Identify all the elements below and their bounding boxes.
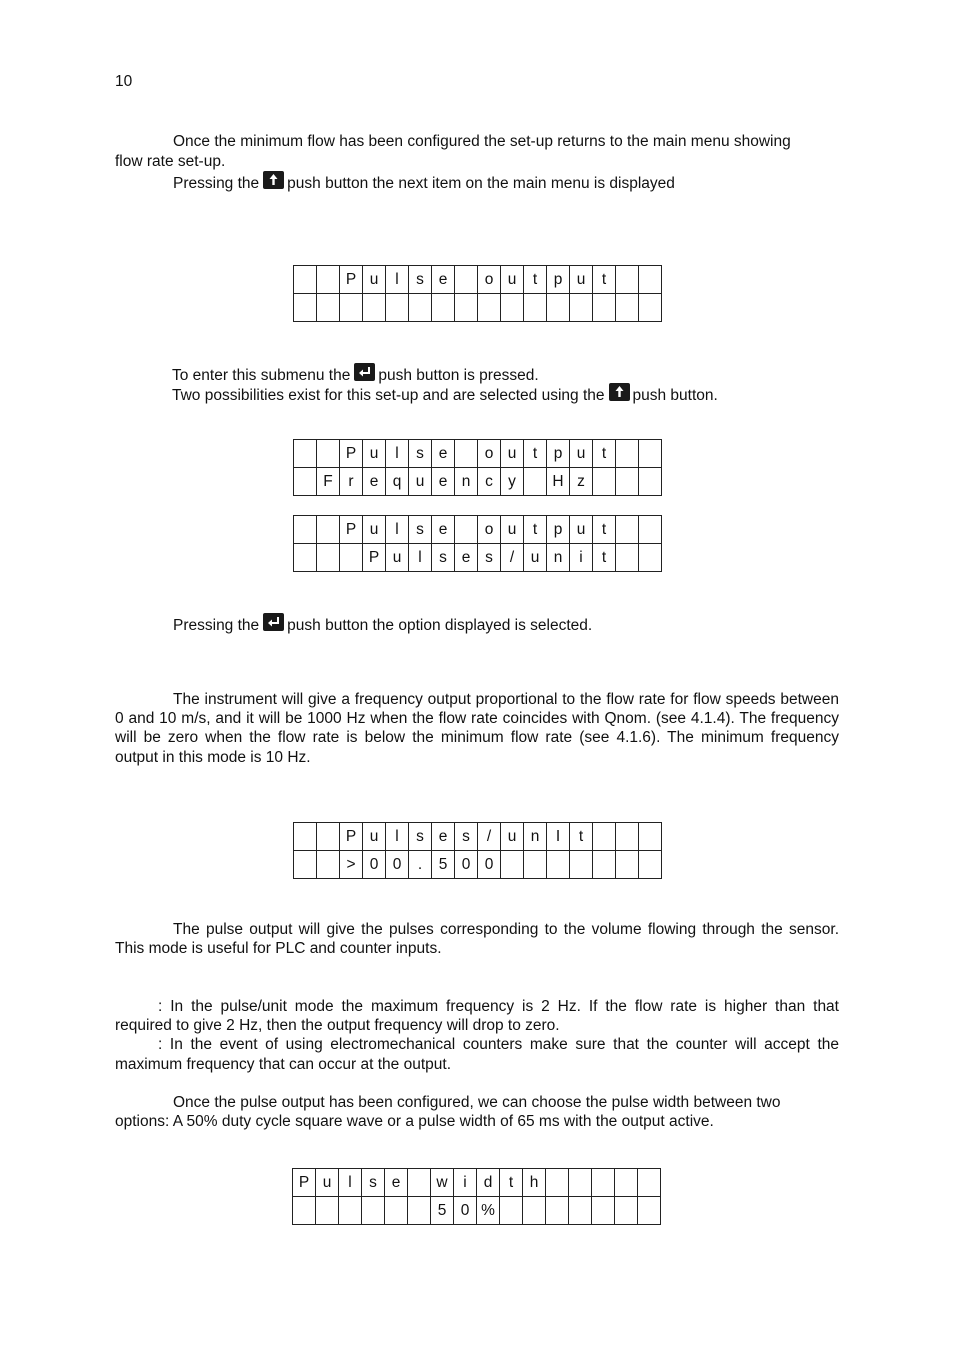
paragraph-text: will be zero when the flow rate is below the minimum flow rate (see 4.1.6). The minimum frequency — [115, 729, 839, 746]
lcd-cell: P — [340, 266, 363, 294]
paragraph-text: The pulse output will give the pulses corresponding to the volume flowing through the sensor. — [173, 921, 839, 938]
lcd-cell — [616, 516, 639, 544]
lcd-cell: u — [316, 1169, 339, 1197]
lcd-cell — [294, 440, 317, 468]
lcd-cell — [386, 294, 409, 322]
lcd-cell: w — [431, 1169, 454, 1197]
lcd-cell: e — [432, 468, 455, 496]
paragraph-text: output in this mode is 10 Hz. — [115, 749, 311, 766]
lcd-cell: P — [293, 1169, 316, 1197]
paragraph-text: Once the minimum flow has been configured the set-up returns to the main menu showing — [173, 133, 791, 150]
lcd-cell: t — [593, 440, 616, 468]
lcd-cell: 5 — [431, 1197, 454, 1225]
lcd-cell — [294, 468, 317, 496]
lcd-cell — [317, 851, 340, 879]
lcd-cell: u — [409, 468, 432, 496]
paragraph-text: The instrument will give a frequency output proportional to the flow rate for flow speeds between — [173, 691, 839, 708]
lcd-cell — [501, 294, 524, 322]
lcd-cell: q — [386, 468, 409, 496]
text-fragment: Pressing the — [173, 175, 260, 192]
lcd-cell: c — [478, 468, 501, 496]
lcd-cell: 0 — [363, 851, 386, 879]
lcd-row — [293, 1197, 661, 1225]
lcd-cell: o — [478, 440, 501, 468]
lcd-cell: l — [386, 516, 409, 544]
lcd-cell — [616, 266, 639, 294]
lcd-cell — [639, 516, 662, 544]
lcd-cell: e — [363, 468, 386, 496]
lcd-cell: s — [409, 440, 432, 468]
lcd-cell — [340, 294, 363, 322]
lcd-cell — [638, 1197, 661, 1225]
lcd-cell: u — [501, 823, 524, 851]
paragraph-text: Once the pulse output has been configured, we can choose the pulse width between two — [173, 1094, 781, 1111]
lcd-cell — [317, 823, 340, 851]
lcd-cell: I — [547, 823, 570, 851]
lcd-cell: t — [593, 544, 616, 572]
lcd-cell — [524, 294, 547, 322]
lcd-cell: s — [362, 1169, 385, 1197]
lcd-cell — [639, 440, 662, 468]
lcd-cell — [639, 823, 662, 851]
lcd-cell: z — [570, 468, 593, 496]
lcd-cell: 0 — [478, 851, 501, 879]
lcd-cell: p — [547, 516, 570, 544]
lcd-cell — [455, 516, 478, 544]
lcd-cell: e — [432, 823, 455, 851]
lcd-cell — [293, 1197, 316, 1225]
lcd-cell: n — [524, 823, 547, 851]
lcd-cell: t — [593, 266, 616, 294]
up-arrow-button-icon — [263, 171, 284, 189]
lcd-cell — [408, 1197, 431, 1225]
lcd-cell — [593, 823, 616, 851]
lcd-cell: y — [501, 468, 524, 496]
lcd-row — [294, 294, 662, 322]
lcd-cell — [592, 1169, 615, 1197]
lcd-cell: t — [524, 266, 547, 294]
lcd-cell — [616, 468, 639, 496]
lcd-cell: P — [340, 823, 363, 851]
lcd-cell — [547, 294, 570, 322]
lcd-cell — [570, 294, 593, 322]
text-fragment: push button. — [632, 387, 718, 404]
text-fragment: Pressing the — [173, 617, 260, 634]
lcd-display — [292, 1168, 661, 1225]
lcd-cell — [524, 851, 547, 879]
lcd-cell: o — [478, 516, 501, 544]
lcd-cell — [455, 266, 478, 294]
lcd-row — [294, 440, 662, 468]
lcd-cell: l — [409, 544, 432, 572]
lcd-cell — [317, 266, 340, 294]
lcd-row — [294, 851, 662, 879]
lcd-cell — [409, 294, 432, 322]
text-fragment: push button is pressed. — [378, 367, 539, 384]
lcd-cell — [294, 516, 317, 544]
lcd-cell: n — [455, 468, 478, 496]
lcd-cell: P — [363, 544, 386, 572]
note-text: : In the pulse/unit mode the maximum frequency is 2 Hz. If the flow rate is higher than that — [158, 998, 839, 1015]
lcd-cell — [546, 1197, 569, 1225]
lcd-cell: d — [477, 1169, 500, 1197]
lcd-cell: s — [455, 823, 478, 851]
lcd-cell — [317, 440, 340, 468]
lcd-cell: t — [524, 516, 547, 544]
lcd-cell — [317, 544, 340, 572]
lcd-cell — [593, 468, 616, 496]
lcd-cell — [592, 1197, 615, 1225]
lcd-display — [293, 265, 662, 322]
lcd-cell: P — [340, 516, 363, 544]
lcd-cell — [339, 1197, 362, 1225]
lcd-cell: 5 — [432, 851, 455, 879]
lcd-cell: u — [386, 544, 409, 572]
lcd-cell: . — [409, 851, 432, 879]
paragraph-text: flow rate set-up. — [115, 153, 226, 170]
lcd-cell — [546, 1169, 569, 1197]
lcd-cell: H — [547, 468, 570, 496]
lcd-cell: P — [340, 440, 363, 468]
lcd-row — [294, 823, 662, 851]
lcd-cell — [478, 294, 501, 322]
lcd-cell — [569, 1169, 592, 1197]
note-text: : In the event of using electromechanical counters make sure that the counter will accept the — [158, 1036, 839, 1053]
lcd-cell — [500, 1197, 523, 1225]
lcd-cell: 0 — [454, 1197, 477, 1225]
text-fragment: To enter this submenu the — [172, 367, 351, 384]
lcd-cell: e — [432, 266, 455, 294]
lcd-cell: u — [570, 266, 593, 294]
paragraph-text — [173, 171, 675, 193]
lcd-cell: l — [386, 266, 409, 294]
lcd-display — [293, 439, 662, 496]
paragraph-text: options: A 50% duty cycle square wave or a pulse width of 65 ms with the output active. — [115, 1113, 714, 1130]
note-text: required to give 2 Hz, then the output frequency will drop to zero. — [115, 1017, 560, 1034]
lcd-cell — [455, 294, 478, 322]
lcd-cell — [294, 294, 317, 322]
lcd-cell: s — [409, 266, 432, 294]
text-fragment: push button the option displayed is selected. — [287, 617, 593, 634]
lcd-cell — [294, 823, 317, 851]
page-number: 10 — [115, 73, 133, 90]
lcd-cell: % — [477, 1197, 500, 1225]
lcd-cell: s — [478, 544, 501, 572]
lcd-cell: p — [547, 266, 570, 294]
lcd-cell — [639, 294, 662, 322]
lcd-cell: t — [524, 440, 547, 468]
lcd-cell — [523, 1197, 546, 1225]
lcd-cell: / — [501, 544, 524, 572]
lcd-cell — [616, 851, 639, 879]
lcd-row — [294, 544, 662, 572]
lcd-cell: e — [455, 544, 478, 572]
lcd-cell: i — [570, 544, 593, 572]
lcd-cell: i — [454, 1169, 477, 1197]
lcd-cell — [570, 851, 593, 879]
lcd-cell — [432, 294, 455, 322]
lcd-cell: o — [478, 266, 501, 294]
lcd-cell: u — [363, 266, 386, 294]
lcd-cell: u — [363, 440, 386, 468]
lcd-cell: e — [432, 516, 455, 544]
lcd-cell: e — [385, 1169, 408, 1197]
lcd-cell: u — [363, 516, 386, 544]
up-arrow-button-icon — [609, 383, 630, 401]
lcd-cell: h — [523, 1169, 546, 1197]
lcd-cell: s — [409, 516, 432, 544]
lcd-display — [293, 515, 662, 572]
lcd-cell — [294, 544, 317, 572]
lcd-cell: 0 — [386, 851, 409, 879]
lcd-cell — [524, 468, 547, 496]
lcd-cell — [616, 294, 639, 322]
lcd-cell — [638, 1169, 661, 1197]
lcd-cell: u — [363, 823, 386, 851]
lcd-cell — [294, 266, 317, 294]
lcd-cell: u — [501, 516, 524, 544]
lcd-cell: u — [570, 516, 593, 544]
lcd-cell: r — [340, 468, 363, 496]
lcd-cell: u — [501, 440, 524, 468]
lcd-cell: u — [501, 266, 524, 294]
lcd-cell: t — [570, 823, 593, 851]
paragraph-text — [172, 363, 539, 385]
lcd-cell: s — [409, 823, 432, 851]
lcd-cell: l — [339, 1169, 362, 1197]
lcd-cell — [616, 544, 639, 572]
lcd-cell — [639, 544, 662, 572]
lcd-cell: u — [570, 440, 593, 468]
enter-button-icon — [263, 613, 284, 631]
lcd-cell: n — [547, 544, 570, 572]
paragraph-text: This mode is useful for PLC and counter inputs. — [115, 940, 442, 957]
lcd-cell: l — [386, 440, 409, 468]
lcd-cell — [639, 468, 662, 496]
lcd-cell — [616, 823, 639, 851]
paragraph-text — [173, 613, 592, 635]
lcd-cell — [593, 294, 616, 322]
lcd-cell — [455, 440, 478, 468]
lcd-cell: F — [317, 468, 340, 496]
lcd-cell — [340, 544, 363, 572]
lcd-row — [294, 266, 662, 294]
lcd-display — [293, 822, 662, 879]
lcd-cell — [593, 851, 616, 879]
lcd-cell — [362, 1197, 385, 1225]
paragraph-text: 0 and 10 m/s, and it will be 1000 Hz when the flow rate coincides with Qnom. (see 4.1.4). The frequency — [115, 710, 839, 727]
lcd-cell — [317, 516, 340, 544]
lcd-row — [293, 1169, 661, 1197]
paragraph-text — [172, 383, 718, 405]
lcd-cell — [569, 1197, 592, 1225]
lcd-cell: e — [432, 440, 455, 468]
lcd-cell: t — [593, 516, 616, 544]
enter-button-icon — [354, 363, 375, 381]
lcd-cell: u — [524, 544, 547, 572]
lcd-cell — [385, 1197, 408, 1225]
lcd-cell: s — [432, 544, 455, 572]
lcd-cell — [639, 851, 662, 879]
lcd-cell — [616, 440, 639, 468]
lcd-cell: 0 — [455, 851, 478, 879]
lcd-cell: / — [478, 823, 501, 851]
lcd-cell — [615, 1169, 638, 1197]
lcd-cell — [316, 1197, 339, 1225]
text-fragment: Two possibilities exist for this set-up and are selected using the — [172, 387, 605, 404]
lcd-cell — [408, 1169, 431, 1197]
lcd-cell — [639, 266, 662, 294]
lcd-row — [294, 468, 662, 496]
lcd-cell: p — [547, 440, 570, 468]
lcd-cell: t — [500, 1169, 523, 1197]
lcd-cell — [294, 851, 317, 879]
text-fragment: push button the next item on the main menu is displayed — [287, 175, 675, 192]
lcd-cell — [317, 294, 340, 322]
lcd-cell — [501, 851, 524, 879]
lcd-cell — [547, 851, 570, 879]
lcd-cell — [363, 294, 386, 322]
lcd-cell — [615, 1197, 638, 1225]
note-text: maximum frequency that can occur at the output. — [115, 1056, 452, 1073]
lcd-cell: > — [340, 851, 363, 879]
lcd-cell: l — [386, 823, 409, 851]
lcd-row — [294, 516, 662, 544]
